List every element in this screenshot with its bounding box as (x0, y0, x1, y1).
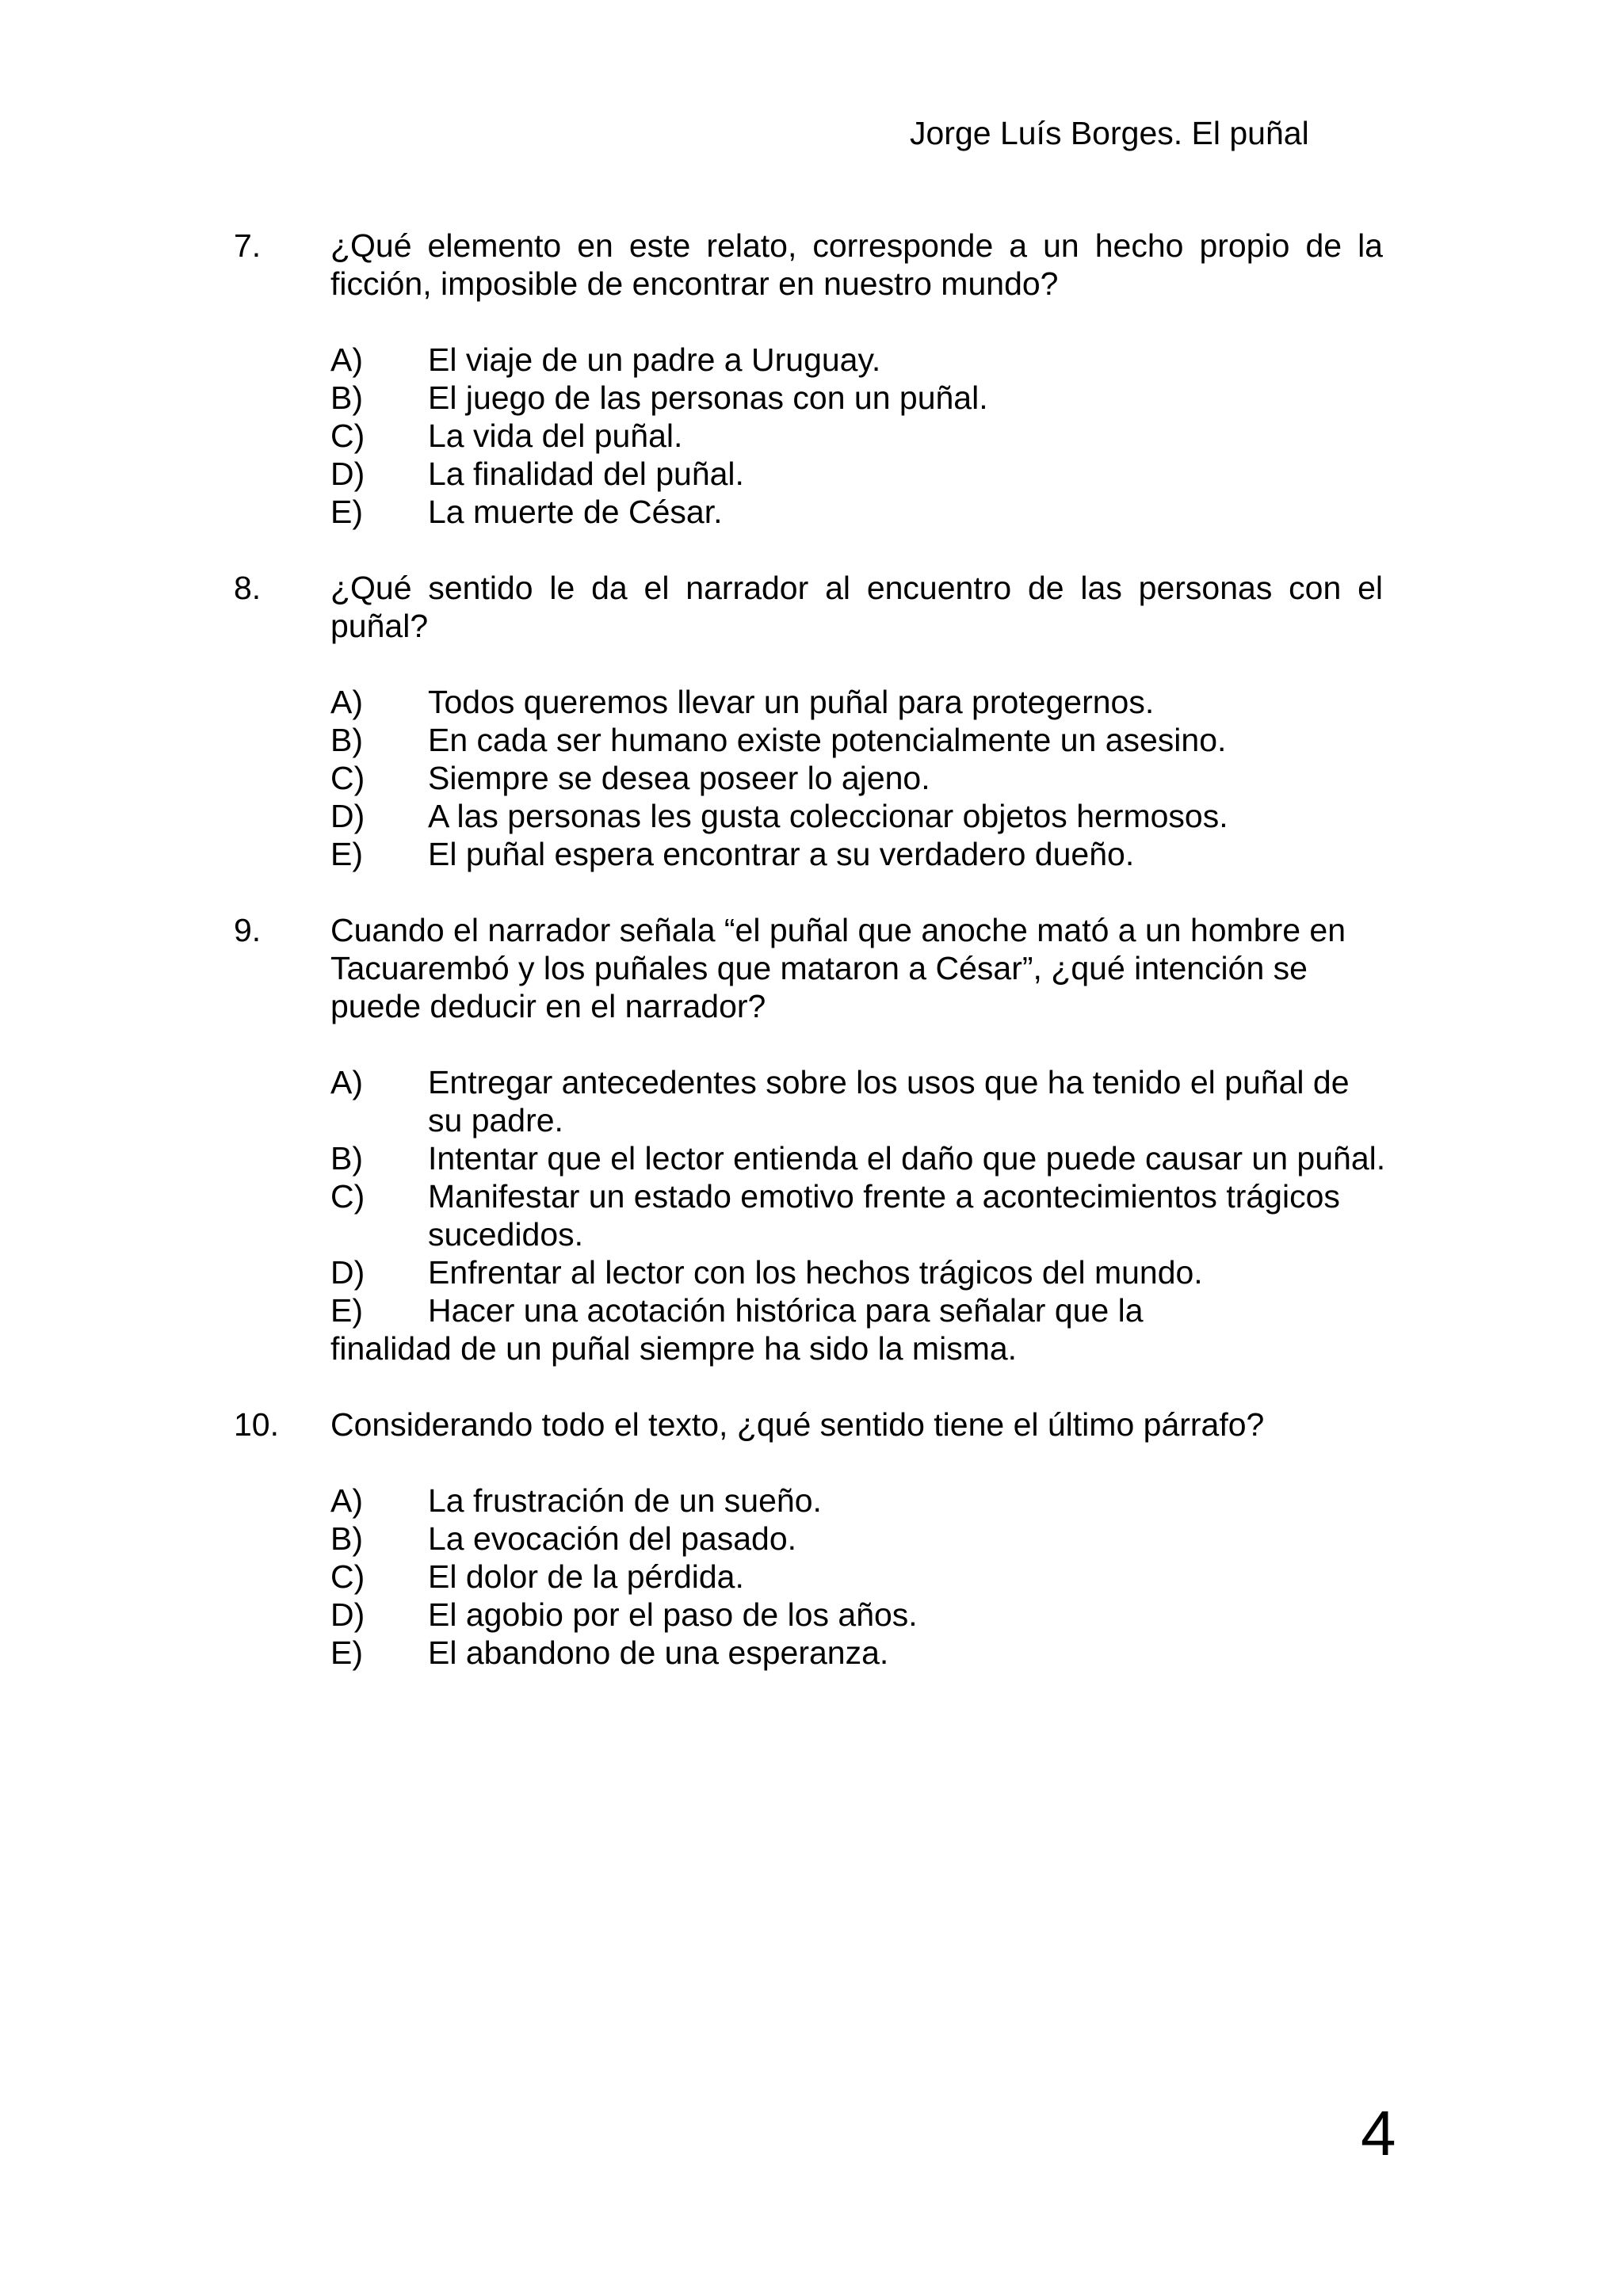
answer-option-b (330, 721, 1399, 759)
answer-option-e (330, 1634, 1399, 1672)
option-text: El agobio por el paso de los años. (428, 1596, 918, 1633)
question-number: 7. (234, 227, 262, 264)
option-label: B) (330, 379, 363, 416)
option-label: C) (330, 418, 365, 454)
question-9 (234, 911, 1399, 1367)
option-label: A) (330, 1064, 363, 1100)
option-label: D) (330, 1596, 365, 1633)
question-10 (234, 1405, 1399, 1672)
option-label: D) (330, 798, 365, 834)
answer-option-d (330, 797, 1399, 835)
option-text: A las personas les gusta coleccionar objetos hermosos. (428, 798, 1228, 834)
option-label: A) (330, 684, 363, 720)
option-text: El juego de las personas con un puñal. (428, 379, 988, 416)
answer-option-a (330, 1482, 1399, 1520)
option-text: El abandono de una esperanza. (428, 1634, 889, 1671)
option-label: B) (330, 1140, 363, 1177)
option-text: La frustración de un sueño. (428, 1482, 822, 1519)
question-number: 8. (234, 570, 262, 606)
option-text: La muerte de César. (428, 494, 723, 530)
option-text: La finalidad del puñal. (428, 456, 744, 492)
option-text: Enfrentar al lector con los hechos trágicos del mundo. (428, 1254, 1203, 1291)
questions-list (234, 227, 1399, 1710)
answer-option-c (330, 417, 1399, 455)
option-text: Hacer una acotación histórica para señalar que la finalidad de un puñal siempre ha sido la misma. (330, 1292, 1144, 1367)
option-label: D) (330, 1254, 365, 1291)
page-number: 4 (1361, 2098, 1396, 2168)
option-label: E) (330, 1634, 363, 1671)
answer-option-e (330, 835, 1399, 873)
option-label: D) (330, 456, 365, 492)
answer-option-c (330, 1177, 1399, 1253)
answer-option-e (330, 493, 1399, 531)
option-text: La evocación del pasado. (428, 1520, 797, 1557)
question-text: ¿Qué elemento en este relato, corresponde a un hecho propio de la ficción, imposible de encontrar en nuestro mundo? (330, 227, 1383, 302)
option-text: Todos queremos llevar un puñal para protegernos. (428, 684, 1155, 720)
answer-option-a (330, 1063, 1399, 1139)
answer-option-d (330, 455, 1399, 493)
option-label: B) (330, 722, 363, 758)
option-label: E) (330, 1292, 363, 1329)
answer-options (330, 1482, 1399, 1672)
question-text: Considerando todo el texto, ¿qué sentido tiene el último párrafo? (330, 1406, 1265, 1443)
option-label: A) (330, 341, 363, 378)
question-number: 9. (234, 912, 262, 948)
answer-option-c (330, 759, 1399, 797)
answer-options (330, 1063, 1399, 1367)
answer-option-b (330, 379, 1399, 417)
answer-option-a (330, 683, 1399, 721)
option-label: C) (330, 1178, 365, 1215)
answer-option-b (330, 1520, 1399, 1558)
option-text: Siempre se desea poseer lo ajeno. (428, 760, 930, 796)
answer-options (330, 341, 1399, 531)
option-text: Manifestar un estado emotivo frente a acontecimientos trágicos sucedidos. (428, 1178, 1340, 1253)
answer-option-c (330, 1558, 1399, 1596)
answer-option-e (330, 1291, 1242, 1367)
question-8 (234, 569, 1399, 873)
option-text: El viaje de un padre a Uruguay. (428, 341, 881, 378)
answer-option-b (330, 1139, 1399, 1177)
option-text: En cada ser humano existe potencialmente un asesino. (428, 722, 1227, 758)
option-label: E) (330, 836, 363, 872)
question-text: Cuando el narrador señala “el puñal que anoche mató a un hombre en Tacuarembó y los puñales que mataron a César”, ¿qué intención se puede deducir en el narrador? (330, 912, 1346, 1024)
option-text: El dolor de la pérdida. (428, 1558, 744, 1595)
option-text: La vida del puñal. (428, 418, 683, 454)
question-text: ¿Qué sentido le da el narrador al encuentro de las personas con el puñal? (330, 570, 1383, 644)
answer-option-d (330, 1253, 1399, 1291)
question-number: 10. (234, 1406, 279, 1443)
option-label: B) (330, 1520, 363, 1557)
question-7 (234, 227, 1399, 531)
option-label: E) (330, 494, 363, 530)
page-header-title: Jorge Luís Borges. El puñal (910, 115, 1309, 151)
option-label: C) (330, 760, 365, 796)
option-label: A) (330, 1482, 363, 1519)
answer-option-d (330, 1596, 1399, 1634)
option-text: Intentar que el lector entienda el daño que puede causar un puñal. (428, 1140, 1386, 1177)
answer-option-a (330, 341, 1399, 379)
option-text: El puñal espera encontrar a su verdadero dueño. (428, 836, 1135, 872)
option-label: C) (330, 1558, 365, 1595)
answer-options (330, 683, 1399, 873)
option-text: Entregar antecedentes sobre los usos que ha tenido el puñal de su padre. (428, 1064, 1350, 1138)
